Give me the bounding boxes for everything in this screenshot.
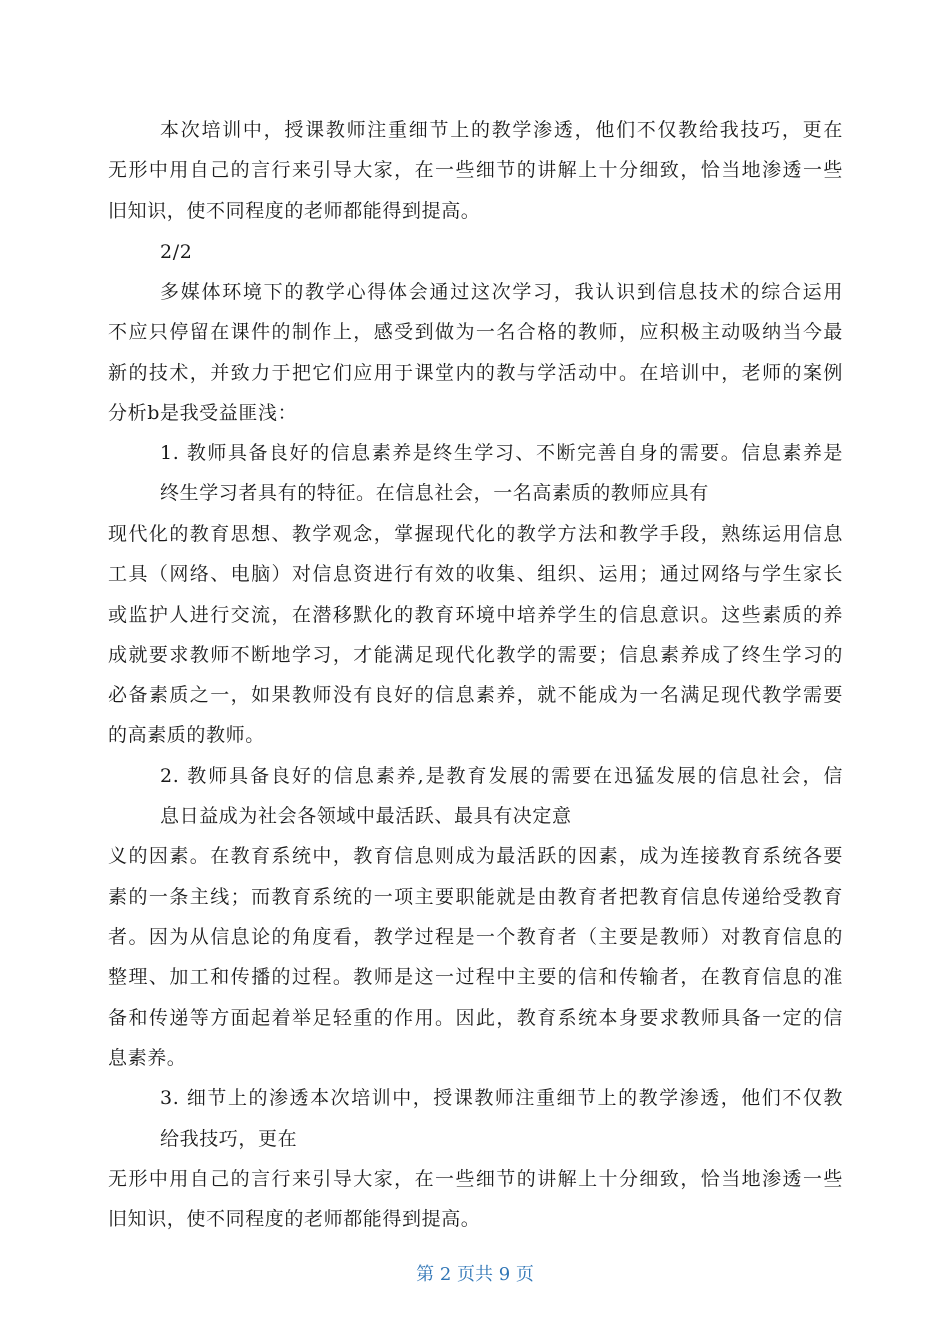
text-line: 必备素质之一，如果教师没有良好的信息素养，就不能成为一名满足现代教学需要 — [108, 684, 843, 706]
text-line: 息日益成为社会各领域中最活跃、最具有决定意 — [160, 805, 572, 827]
text-line: 新的技术，并致力于把它们应用于课堂内的教与学活动中。在培训中，老师的案例 — [108, 362, 843, 384]
text-line: 无形中用自己的言行来引导大家，在一些细节的讲解上十分细致，恰当地渗透一些 — [108, 1168, 843, 1190]
list-item-2: 2. 教师具备良好的信息素养,是教育发展的需要在迅猛发展的信息社会，信 — [160, 765, 843, 787]
text-line: 现代化的教育思想、教学观念，掌握现代化的教学方法和教学手段，熟练运用信息 — [108, 523, 843, 545]
text-line: 终生学习者具有的特征。在信息社会，一名高素质的教师应具有 — [160, 482, 709, 504]
page-marker: 2/2 — [160, 241, 193, 263]
list-item-3: 3. 细节上的渗透本次培训中，授课教师注重细节上的教学渗透，他们不仅教 — [160, 1087, 843, 1109]
text-line: 多媒体环境下的教学心得体会通过这次学习，我认识到信息技术的综合运用 — [160, 281, 843, 303]
text-line: 整理、加工和传播的过程。教师是这一过程中主要的信和传输者，在教育信息的准 — [108, 966, 843, 988]
text-line: 给我技巧，更在 — [160, 1128, 298, 1150]
page-number-footer: 第 2 页共 9 页 — [416, 1264, 534, 1285]
text-line: 备和传递等方面起着举足轻重的作用。因此，教育系统本身要求教师具备一定的信 — [108, 1007, 843, 1029]
text-line: 工具（网络、电脑）对信息资进行有效的收集、组织、运用；通过网络与学生家长 — [108, 563, 843, 585]
text-line: 或监护人进行交流，在潜移默化的教育环境中培养学生的信息意识。这些素质的养 — [108, 604, 843, 626]
text-line: 不应只停留在课件的制作上，感受到做为一名合格的教师，应积极主动吸纳当今最 — [108, 321, 843, 343]
text-line: 无形中用自己的言行来引导大家，在一些细节的讲解上十分细致，恰当地渗透一些 — [108, 159, 843, 181]
text-line: 旧知识，使不同程度的老师都能得到提高。 — [108, 1208, 481, 1230]
list-item-1: 1. 教师具备良好的信息素养是终生学习、不断完善自身的需要。信息素养是 — [160, 442, 843, 464]
text-line: 分析b是我受益匪浅： — [108, 402, 298, 424]
text-line: 旧知识，使不同程度的老师都能得到提高。 — [108, 200, 481, 222]
text-line: 息素养。 — [108, 1047, 187, 1069]
text-line: 成就要求教师不断地学习，才能满足现代化教学的需要；信息素养成了终生学习的 — [108, 644, 843, 666]
text-line: 本次培训中，授课教师注重细节上的教学渗透，他们不仅教给我技巧，更在 — [160, 119, 843, 141]
text-line: 义的因素。在教育系统中，教育信息则成为最活跃的因素，成为连接教育系统各要 — [108, 845, 843, 867]
text-line: 的高素质的教师。 — [108, 724, 265, 746]
text-line: 者。因为从信息论的角度看，教学过程是一个教育者（主要是教师）对教育信息的 — [108, 926, 843, 948]
text-line: 素的一条主线；而教育系统的一项主要职能就是由教育者把教育信息传递给受教育 — [108, 886, 843, 908]
